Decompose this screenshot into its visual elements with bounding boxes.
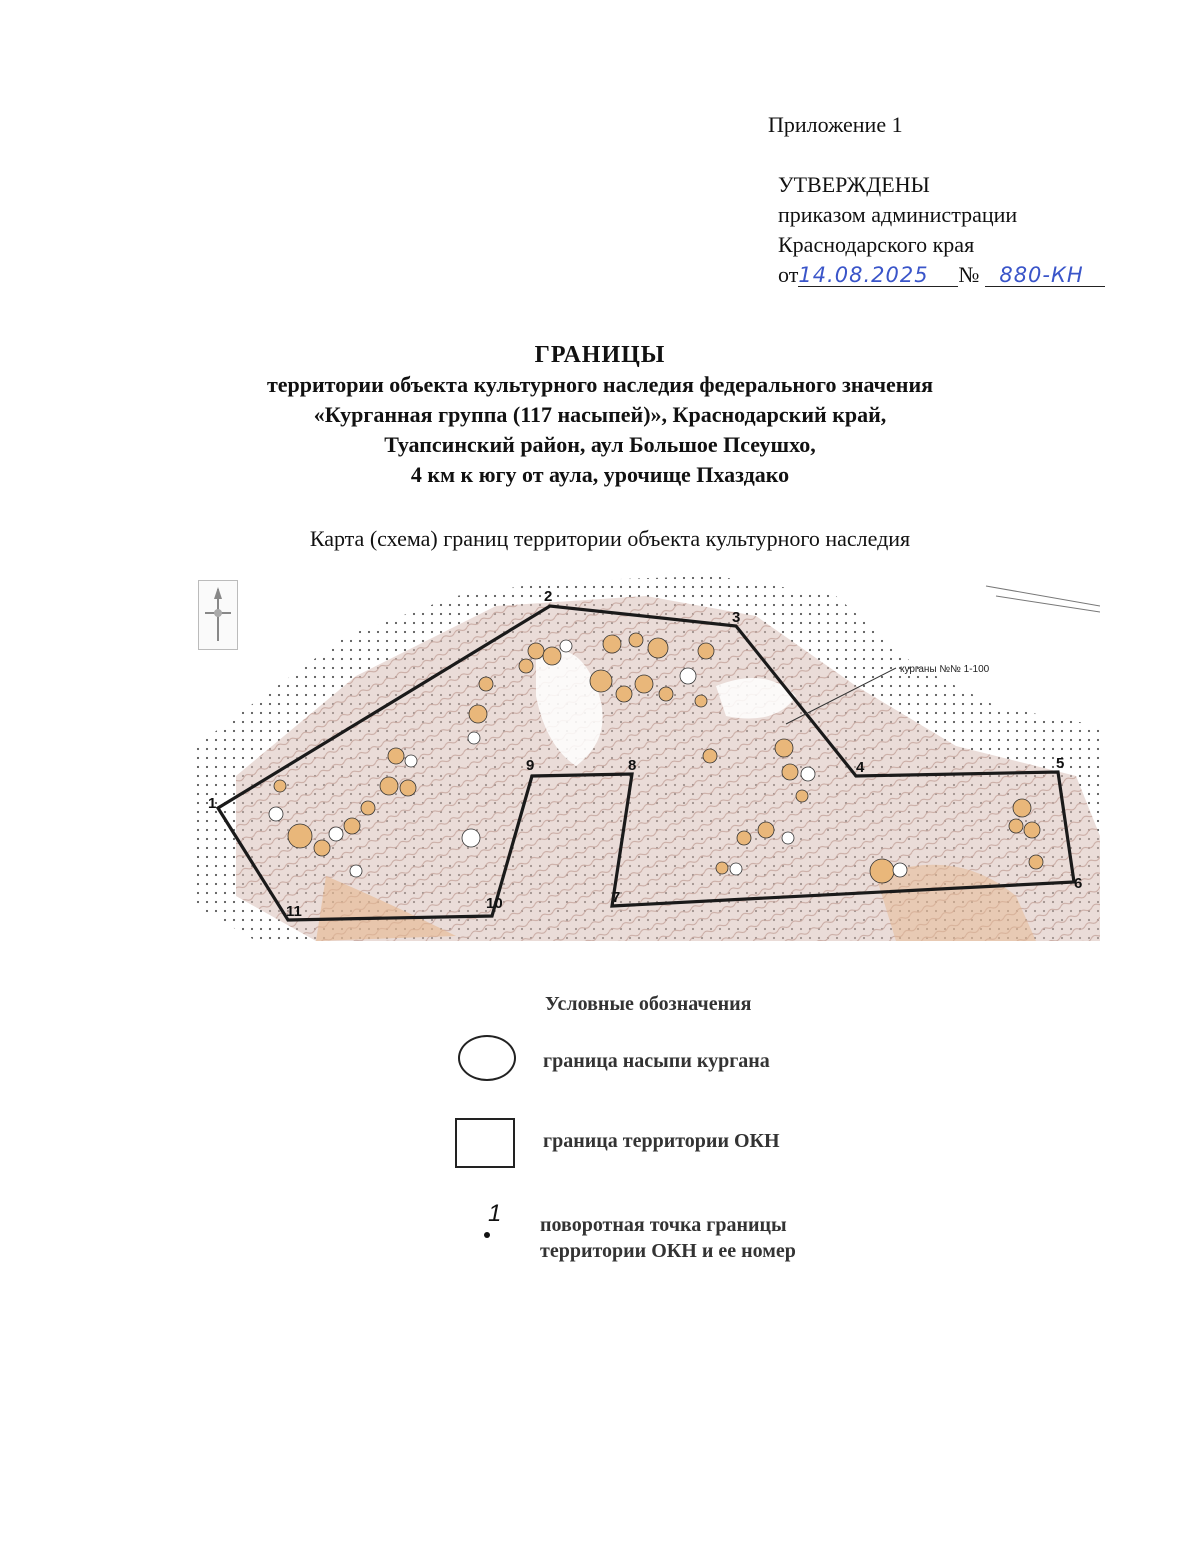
date-value: 14.08.2025 bbox=[798, 263, 929, 287]
mound bbox=[1009, 819, 1023, 833]
mound bbox=[782, 832, 794, 844]
mound bbox=[1013, 799, 1031, 817]
legend-point-label-line-1: поворотная точка границы bbox=[540, 1214, 787, 1236]
title-line-2: «Курганная группа (117 насыпей)», Краснодарский край, bbox=[313, 402, 887, 427]
map-caption: Карта (схема) границ территории объекта культурного наследия bbox=[309, 526, 911, 551]
mound bbox=[870, 859, 894, 883]
mound bbox=[893, 863, 907, 877]
mound bbox=[462, 829, 480, 847]
mound bbox=[400, 780, 416, 796]
date-prefix: от bbox=[778, 262, 799, 287]
number-value: 880-КН bbox=[999, 263, 1084, 287]
mound bbox=[796, 790, 808, 802]
title-line-1: территории объекта культурного наследия федерального значения bbox=[266, 372, 934, 397]
mound bbox=[388, 748, 404, 764]
mound bbox=[659, 687, 673, 701]
point-label-8: 8 bbox=[628, 757, 637, 774]
mound bbox=[479, 677, 493, 691]
mound bbox=[274, 780, 286, 792]
mound bbox=[543, 647, 561, 665]
mound bbox=[519, 659, 533, 673]
number-field bbox=[985, 264, 1105, 287]
mound bbox=[350, 865, 362, 877]
legend-point-number: 1 bbox=[488, 1200, 502, 1227]
mound bbox=[560, 640, 572, 652]
approved-line-3: Краснодарского края bbox=[778, 232, 975, 257]
legend-title: Условные обозначения bbox=[545, 993, 752, 1015]
boundary-map bbox=[196, 576, 1100, 946]
number-prefix: № bbox=[958, 262, 980, 287]
mound bbox=[698, 643, 714, 659]
mound bbox=[528, 643, 544, 659]
map-road-line-2 bbox=[996, 596, 1100, 612]
mound bbox=[703, 749, 717, 763]
title-line-4: 4 км к югу от аула, урочище Пхаздако bbox=[410, 462, 790, 487]
point-label-1: 1 bbox=[208, 795, 217, 812]
document-title bbox=[150, 340, 1050, 490]
mound bbox=[603, 635, 621, 653]
point-label-7: 7 bbox=[612, 889, 621, 906]
map-svg bbox=[196, 576, 1100, 946]
mound bbox=[716, 862, 728, 874]
mound bbox=[1024, 822, 1040, 838]
callout-label: курганы №№ 1-100 bbox=[900, 664, 990, 675]
point-label-4: 4 bbox=[856, 759, 865, 776]
approved-line-2: приказом администрации bbox=[778, 202, 1018, 227]
legend-boundary-symbol bbox=[455, 1118, 515, 1168]
mound bbox=[314, 840, 330, 856]
mound bbox=[782, 764, 798, 780]
legend-point-label-line-2: территории ОКН и ее номер bbox=[540, 1240, 796, 1262]
mound bbox=[469, 705, 487, 723]
point-label-6: 6 bbox=[1074, 875, 1083, 892]
mound bbox=[648, 638, 668, 658]
point-label-3: 3 bbox=[732, 609, 741, 626]
title-line-3: Туапсинский район, аул Большое Псеушхо, bbox=[384, 432, 816, 457]
point-label-2: 2 bbox=[544, 588, 553, 605]
mound bbox=[635, 675, 653, 693]
mound bbox=[361, 801, 375, 815]
mound bbox=[380, 777, 398, 795]
mound bbox=[695, 695, 707, 707]
title-main: ГРАНИЦЫ bbox=[534, 342, 666, 368]
legend-boundary-label: граница территории ОКН bbox=[543, 1130, 780, 1152]
mound bbox=[758, 822, 774, 838]
point-label-5: 5 bbox=[1056, 755, 1065, 772]
point-label-11: 11 bbox=[286, 903, 302, 920]
appendix-label: Приложение 1 bbox=[768, 112, 903, 137]
mound bbox=[1029, 855, 1043, 869]
mound bbox=[269, 807, 283, 821]
date-field bbox=[798, 264, 958, 287]
approval-date-number-line bbox=[778, 260, 1105, 290]
mound bbox=[468, 732, 480, 744]
mound bbox=[405, 755, 417, 767]
point-label-9: 9 bbox=[526, 757, 535, 774]
legend-mound-label: граница насыпи кургана bbox=[543, 1050, 770, 1072]
point-label-10: 10 bbox=[486, 895, 503, 912]
mound bbox=[629, 633, 643, 647]
mound bbox=[775, 739, 793, 757]
mound bbox=[590, 670, 612, 692]
mound bbox=[329, 827, 343, 841]
approval-block bbox=[778, 170, 1105, 290]
mound bbox=[737, 831, 751, 845]
legend-mound-symbol bbox=[458, 1035, 516, 1081]
legend-point-label bbox=[540, 1212, 796, 1264]
mound bbox=[680, 668, 696, 684]
mound bbox=[730, 863, 742, 875]
mound bbox=[616, 686, 632, 702]
approved-title: УТВЕРЖДЕНЫ bbox=[778, 172, 930, 197]
legend-point-dot bbox=[484, 1232, 490, 1238]
mound bbox=[344, 818, 360, 834]
mound bbox=[801, 767, 815, 781]
mound bbox=[288, 824, 312, 848]
